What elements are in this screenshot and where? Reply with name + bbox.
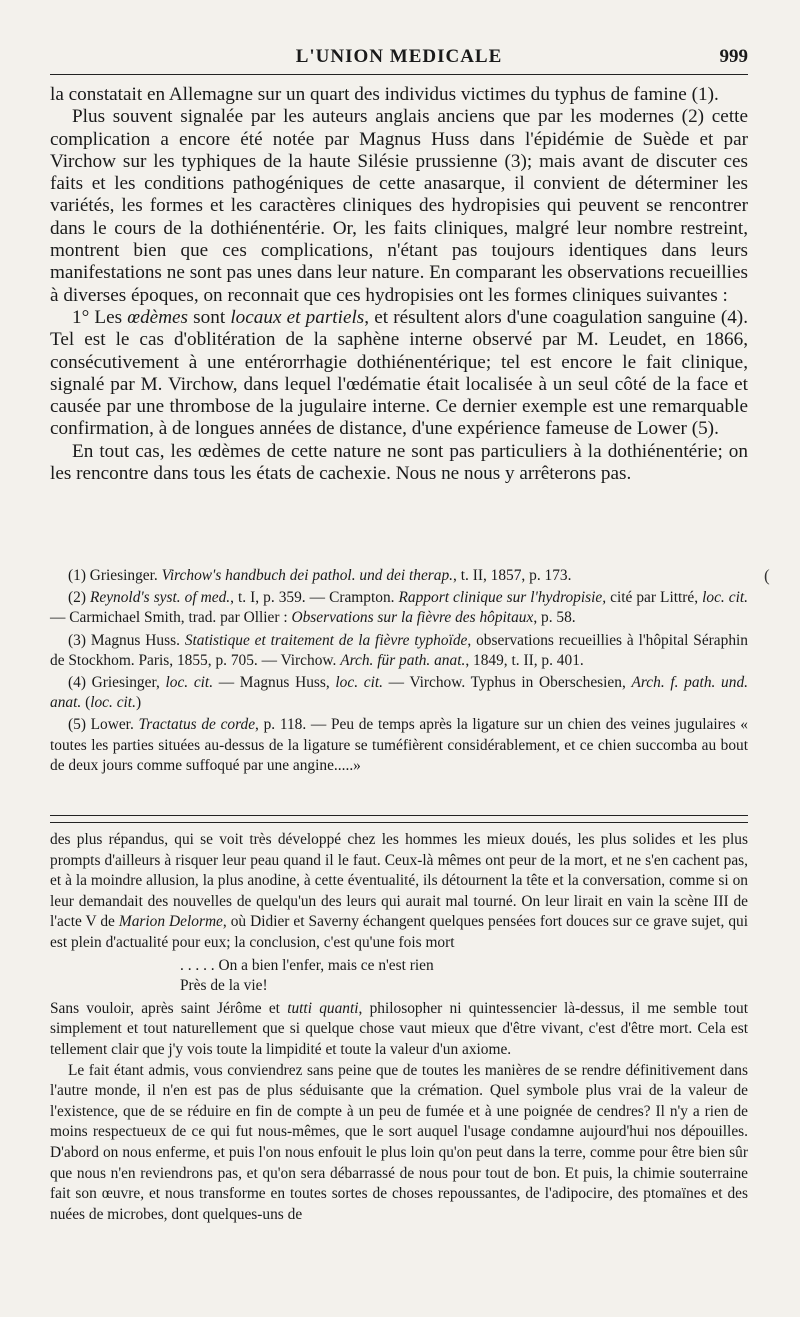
- feuilleton-paragraph-3: Le fait étant admis, vous conviendrez sans peine que de toutes les manières de se rendre définitivement dans l'autre monde, il n'en est pas de plus séduisante que la crémation. Quel symbole plus vrai de la valeur de l'existence, que de se réduire en fin de compte à un peu de fumée et à une poignée de cendres? Il n'y a rien de moins respectueux de ce qui fut nous-mêmes, que le sort auquel l'usage condamne aujourd'hui nos dépouilles. D'abord on nous enferme, et puis l'on nous enfouit le plus loin qu'on peut dans la terre, comme pour être bien sûr que nous n'en reviendrons pas, et qu'on sera débarrassé de nous pour tout de bon. Et puis, la chimie souterraine fait son œuvre, et nous transforme en toutes sortes de choses repoussantes, de l'adipocire, des ptomaïnes et des nuées de microbes, dont quelques-uns de: [50, 1061, 748, 1223]
- running-title: L'UNION MEDICALE: [295, 46, 503, 67]
- footnotes: [50, 566, 748, 778]
- footnote-4: [50, 673, 748, 713]
- main-text: [50, 84, 748, 485]
- paragraph-3: [50, 307, 748, 441]
- feuilleton-paragraph-2: [50, 999, 748, 1061]
- text-run: (1) Griesinger.: [68, 567, 162, 584]
- emphasis: loc. cit.: [90, 694, 136, 712]
- emphasis: Tractatus de corde: [138, 716, 256, 734]
- text-run: , t. II, 1857, p. 173.: [453, 567, 572, 584]
- text-run: (4) Griesinger,: [68, 674, 166, 692]
- text-run: , où Didier et Saverny échangent quelques pensées fort douces sur ce grave sujet, qui est plein d'actualité pour eux; la conclusion, c'est qu'une fois mort: [50, 913, 748, 951]
- verse-line-2: Près de la vie!: [180, 977, 268, 995]
- emphasis: Observations sur la fièvre des hôpitaux: [291, 609, 534, 627]
- text-run: des plus répandus, qui se voit très développé chez les hommes les mieux doués, les plus solides et les plus prompts d'ailleurs à risquer leur peau quand il le faut. Ceux-là mêmes ont peur de la mort, et ne s'en cachent pas, et à la moindre allusion, la plus anodine, à cette éventualité, ils détournent la tête et la conversation, comme si on leur demandait des nouvelles de quelqu'un des leurs qui aurait mal tourné. On leur lirait en vain la scène III de l'acte V de: [50, 831, 748, 931]
- emphasis: Marion Delorme: [118, 913, 223, 931]
- text-run: , observations recueillies à l'hôpital Séraphin de Stockhom. Paris, 1855, p. 705. — Virchow.: [50, 631, 748, 669]
- paragraph-1: la constatait en Allemagne sur un quart des individus victimes du typhus de famine (1).: [50, 84, 719, 105]
- emphasis: Virchow's handbuch dei pathol. und dei therap.: [161, 567, 454, 584]
- footnote-2: [50, 588, 748, 628]
- text-run: — Magnus Huss,: [213, 674, 336, 692]
- emphasis: loc. cit.: [702, 589, 748, 607]
- text-run: , p. 118. — Peu de temps après la ligature sur un chien des veines jugulaires « toutes les parties situées au-dessus de la ligature se tuméfièrent considérablement, et ce chien succomba au bout de deux jours comme suffoqué par une angine.....»: [50, 716, 748, 774]
- text-run: (3) Magnus Huss.: [68, 631, 185, 649]
- emphasis: Arch. f. path. und. anat.: [50, 674, 748, 712]
- text-run: , 1849, t. II, p. 401.: [465, 651, 584, 669]
- text-run: , philosopher ni quintessencier là-dessus, il me semble tout simplement et tout naturellement que si quelque chose vaut mieux que d'être vivant, c'est d'être mort. Cela est tellement clair que j'y vois toute la limpidité et toute la valeur d'un axiome.: [50, 999, 748, 1058]
- text-run: , p. 58.: [533, 609, 576, 627]
- text-run: 1° Les: [72, 306, 128, 328]
- text-run: — Virchow. Typhus in Oberschesien,: [382, 674, 632, 692]
- text-run: Sans vouloir, après saint Jérôme et: [50, 999, 288, 1017]
- text-run: (5) Lower.: [68, 716, 139, 734]
- emphasis: locaux et partiels: [230, 306, 365, 328]
- emphasis: Arch. für path. anat.: [340, 651, 466, 669]
- verse-quote: [180, 956, 748, 997]
- text-run: (2): [68, 589, 90, 607]
- margin-mark: (: [764, 566, 770, 585]
- emphasis: Rapport clinique sur l'hydropisie,: [398, 589, 607, 607]
- text-run: sont: [188, 306, 231, 328]
- text-run: (: [81, 694, 91, 712]
- feuilleton-separator: [50, 815, 748, 823]
- text-run: — Carmichael Smith, trad. par Ollier :: [50, 609, 292, 627]
- feuilleton-text: [50, 830, 748, 1225]
- paragraph-2: Plus souvent signalée par les auteurs anglais anciens que par les modernes (2) cette complication a encore été notée par Magnus Huss dans l'épidémie de Suède et par Virchow sur les typhiques de la haute Silésie prussienne (3); mais avant de discuter ces faits et les conditions pathogéniques de cette anasarque, il convient de déterminer les variétés, les formes et les caractères cliniques des hydropisies qui peuvent se rencontrer dans le cours de la dothiénentérie. Or, les faits cliniques, malgré leur nombre restreint, montrent bien que ces complications, n'étant pas toujours identiques dans leurs manifestations ne sont pas unes dans leur nature. En comparant les observations recueillies à diverses époques, on reconnait que ces hydropisies ont les formes cliniques suivantes :: [50, 106, 748, 306]
- header-rule: [50, 74, 748, 75]
- paragraph-4: En tout cas, les œdèmes de cette nature ne sont pas particuliers à la dothiénentérie; on les rencontre dans tous les états de cachexie. Nous ne nous y arrêterons pas.: [50, 440, 748, 485]
- emphasis: Reynold's syst. of med.: [89, 589, 231, 607]
- footnote-1: [50, 566, 748, 586]
- footnote-3: [50, 631, 748, 671]
- emphasis: loc. cit.: [165, 674, 214, 692]
- emphasis: œdèmes: [127, 306, 189, 328]
- page-number: 999: [719, 46, 748, 67]
- footnote-5: [50, 715, 748, 776]
- text-run: ): [135, 694, 142, 712]
- emphasis: Statistique et traitement de la fièvre typhoïde: [184, 631, 468, 649]
- text-run: , et résultent alors d'une coagulation sanguine (4). Tel est le cas d'oblitération de la saphène interne observé par M. Leudet, en 1866, consécutivement à une entérorrhagie dothiénentérique; tel est encore le fait clinique, signalé par M. Virchow, dans lequel l'œdématie était localisée à un seul côté de la face et causée par une thrombose de la jugulaire interne. Ce dernier exemple est une remarquable confirmation, à de longues années de distance, d'une expérience fameuse de Lower (5).: [50, 306, 748, 440]
- verse-line-1: . . . . . On a bien l'enfer, mais ce n'est rien: [180, 956, 434, 974]
- emphasis: loc. cit.: [335, 674, 383, 692]
- feuilleton-paragraph-1: [50, 830, 748, 954]
- text-run: , t. I, p. 359. — Crampton.: [230, 589, 399, 607]
- emphasis: tutti quanti: [287, 999, 359, 1017]
- page-header: [50, 40, 748, 80]
- text-run: cité par Littré,: [606, 589, 703, 607]
